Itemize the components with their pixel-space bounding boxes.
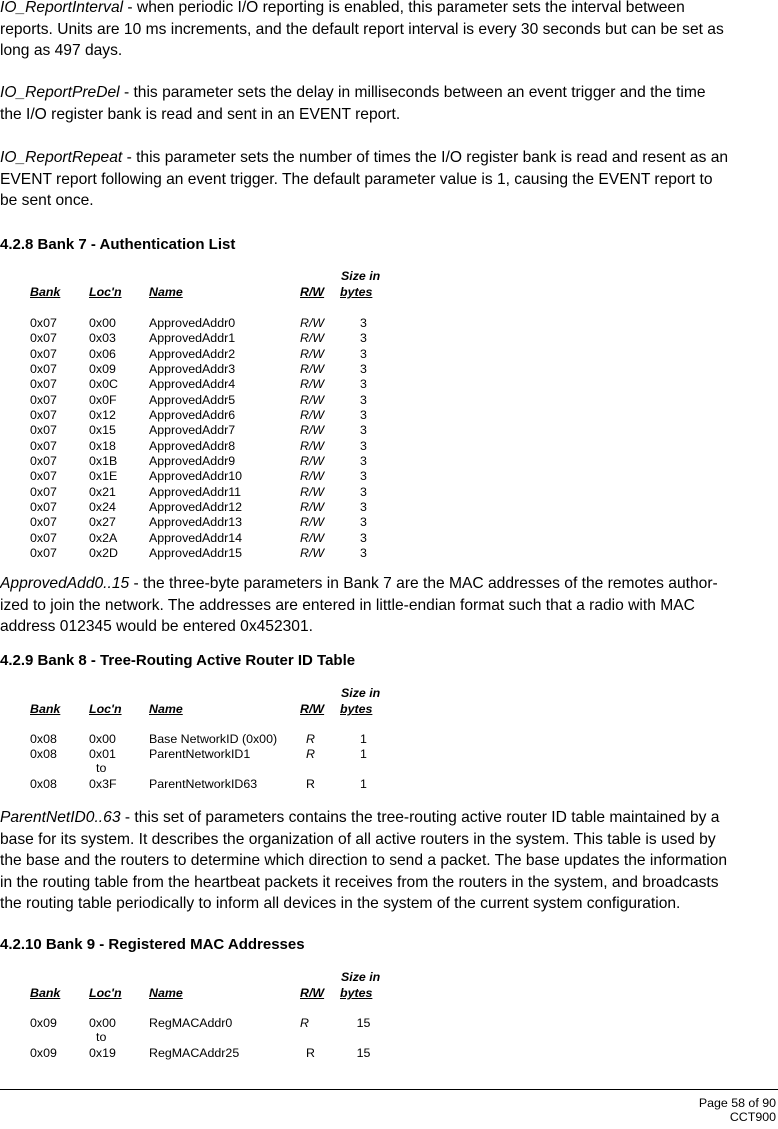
cell-size: 3 xyxy=(360,499,367,514)
cell-rw: R/W xyxy=(300,515,325,530)
cell-bank: 0x07 xyxy=(30,515,57,530)
cell-location: 0x15 xyxy=(89,423,116,438)
para-text: ized to join the network. The addresses are entered in little-endian format such that a radio with MAC xyxy=(0,596,695,614)
cell-location: 0x06 xyxy=(89,346,116,361)
table-row xyxy=(0,454,420,469)
para-text: address 012345 would be entered 0x452301. xyxy=(0,618,313,635)
cell-location: 0x09 xyxy=(89,361,116,376)
table-row xyxy=(0,485,420,500)
header-size-line2: bytes xyxy=(340,986,373,1000)
header-size-line1: Size in xyxy=(341,970,381,984)
cell-bank: 0x07 xyxy=(30,392,57,407)
header-location: Loc'n xyxy=(89,986,122,1000)
cell-name: ApprovedAddr9 xyxy=(149,453,236,468)
cell-name: ApprovedAddr15 xyxy=(149,545,242,560)
cell-name: ApprovedAddr14 xyxy=(149,530,242,545)
para-text: - the three-byte parameters in Bank 7 are the MAC addresses of the remotes author- xyxy=(129,575,718,592)
para-text: the base and the routers to determine which direction to send a packet. The base updates the information xyxy=(0,852,728,869)
parent-net-paragraph xyxy=(0,807,778,915)
cell-size: 15 xyxy=(356,1016,371,1030)
cell-name: ApprovedAddr1 xyxy=(149,331,236,346)
table-row xyxy=(0,393,420,408)
cell-location: 0x1E xyxy=(89,469,118,484)
cell-name: ApprovedAddr3 xyxy=(149,361,236,376)
range-to: to xyxy=(96,761,107,775)
cell-name: ApprovedAddr11 xyxy=(149,484,242,499)
cell-location: 0x00 xyxy=(89,316,116,330)
table-row-range xyxy=(0,761,420,776)
cell-rw: R/W xyxy=(300,484,325,499)
cell-size: 1 xyxy=(360,732,367,746)
cell-size: 3 xyxy=(360,392,367,407)
cell-name: RegMACAddr25 xyxy=(149,1046,240,1060)
cell-rw: R/W xyxy=(300,453,325,468)
table-row xyxy=(0,469,420,484)
cell-size: 3 xyxy=(360,484,367,499)
cell-location: 0x0C xyxy=(89,377,118,392)
cell-bank: 0x08 xyxy=(30,732,57,746)
cell-size: 3 xyxy=(360,515,367,530)
cell-location: 0x18 xyxy=(89,438,116,453)
table-row xyxy=(0,362,420,377)
header-bank: Bank xyxy=(30,986,61,1000)
cell-size: 3 xyxy=(360,407,367,422)
table-row xyxy=(0,408,420,423)
cell-rw: R xyxy=(306,732,315,746)
cell-bank: 0x08 xyxy=(30,777,57,791)
footer xyxy=(699,1096,776,1124)
table-row-range xyxy=(0,1030,420,1045)
table-row xyxy=(0,439,420,454)
para-text: - this parameter sets the number of times the I/O register bank is read and resent as an xyxy=(122,149,729,166)
cell-size: 3 xyxy=(360,530,367,545)
term-approved-addr: ApprovedAdd0..15 xyxy=(0,575,130,592)
cell-name: ApprovedAddr10 xyxy=(149,469,242,484)
cell-name: ApprovedAddr5 xyxy=(149,392,236,407)
cell-location: 0x0F xyxy=(89,392,117,407)
table-row xyxy=(0,777,420,792)
footer-rule xyxy=(0,1089,778,1090)
header-name: Name xyxy=(149,986,183,1000)
cell-size: 3 xyxy=(360,346,367,361)
cell-rw: R/W xyxy=(300,499,325,514)
cell-name: ParentNetworkID1 xyxy=(149,747,251,761)
cell-rw: R/W xyxy=(300,530,325,545)
cell-bank: 0x07 xyxy=(30,530,57,545)
cell-rw: R/W xyxy=(300,545,325,560)
approved-addr-paragraph xyxy=(0,573,778,638)
cell-location: 0x12 xyxy=(89,407,116,422)
header-rw: R/W xyxy=(300,986,325,1000)
cell-location: 0x01 xyxy=(89,747,116,761)
cell-rw: R/W xyxy=(300,392,325,407)
cell-bank: 0x09 xyxy=(30,1046,57,1060)
cell-size: 3 xyxy=(360,331,367,346)
cell-name: ApprovedAddr4 xyxy=(149,377,236,392)
cell-bank: 0x07 xyxy=(30,407,57,422)
header-size-line1: Size in xyxy=(341,269,381,283)
table-row xyxy=(0,316,420,331)
page-number: Page 58 of 90 xyxy=(698,1096,776,1110)
header-name: Name xyxy=(149,702,183,716)
document-id: CCT900 xyxy=(729,1110,776,1124)
cell-name: ApprovedAddr2 xyxy=(149,346,236,361)
header-size-line2: bytes xyxy=(340,285,373,299)
cell-size: 3 xyxy=(360,438,367,453)
report-interval-paragraph xyxy=(0,0,778,62)
header-size-line1: Size in xyxy=(341,686,381,700)
cell-location: 0x03 xyxy=(89,331,116,346)
cell-location: 0x3F xyxy=(89,777,117,791)
table-row xyxy=(0,331,420,346)
cell-name: ApprovedAddr12 xyxy=(149,499,242,514)
cell-location: 0x2A xyxy=(89,530,118,545)
section-heading-bank7: 4.2.8 Bank 7 - Authentication List xyxy=(0,236,236,253)
section-heading-bank8: 4.2.9 Bank 8 - Tree-Routing Active Router ID Table xyxy=(0,652,356,669)
cell-rw: R xyxy=(306,747,315,761)
cell-size: 15 xyxy=(356,1046,371,1060)
para-text: reports. Units are 10 ms increments, and the default report interval is every 30 seconds but can be set as xyxy=(0,20,724,38)
cell-size: 1 xyxy=(360,747,367,761)
table-row xyxy=(0,347,420,362)
para-text: - this parameter sets the delay in milliseconds between an event trigger and the time xyxy=(119,84,706,101)
cell-rw: R/W xyxy=(300,469,325,484)
table-header xyxy=(0,686,420,720)
cell-name: ParentNetworkID63 xyxy=(149,777,258,791)
cell-location: 0x24 xyxy=(89,499,116,514)
header-rw: R/W xyxy=(300,285,325,299)
table-header xyxy=(0,970,420,1004)
cell-rw: R xyxy=(306,777,315,791)
cell-bank: 0x07 xyxy=(30,438,57,453)
cell-rw: R/W xyxy=(300,423,325,438)
cell-bank: 0x07 xyxy=(30,346,57,361)
table-row xyxy=(0,546,420,561)
cell-size: 3 xyxy=(360,453,367,468)
term-io-report-predel: IO_ReportPreDel xyxy=(0,84,120,101)
cell-bank: 0x08 xyxy=(30,747,57,761)
cell-size: 3 xyxy=(360,545,367,560)
cell-rw: R xyxy=(306,1046,315,1060)
para-text: - when periodic I/O reporting is enabled, this parameter sets the interval between xyxy=(123,0,685,16)
table-row xyxy=(0,1046,420,1061)
term-io-report-repeat: IO_ReportRepeat xyxy=(0,149,123,166)
cell-bank: 0x07 xyxy=(30,361,57,376)
header-bank: Bank xyxy=(30,285,61,299)
cell-name: ApprovedAddr8 xyxy=(149,438,236,453)
cell-name: ApprovedAddr0 xyxy=(149,316,236,330)
cell-bank: 0x07 xyxy=(30,453,57,468)
table-row xyxy=(0,531,420,546)
cell-size: 3 xyxy=(360,377,367,392)
cell-rw: R/W xyxy=(300,438,325,453)
cell-size: 1 xyxy=(360,777,367,791)
cell-bank: 0x07 xyxy=(30,499,57,514)
cell-bank: 0x07 xyxy=(30,469,57,484)
cell-bank: 0x09 xyxy=(30,1016,57,1030)
cell-bank: 0x07 xyxy=(30,331,57,346)
cell-rw: R/W xyxy=(300,377,325,392)
section-heading-bank9: 4.2.10 Bank 9 - Registered MAC Addresses xyxy=(0,936,305,953)
table-row xyxy=(0,732,420,747)
range-to: to xyxy=(96,1030,107,1044)
table-row xyxy=(0,377,420,392)
header-location: Loc'n xyxy=(89,285,122,299)
cell-rw: R/W xyxy=(300,346,325,361)
cell-bank: 0x07 xyxy=(30,423,57,438)
para-text: EVENT report following an event trigger. The default parameter value is 1, causing the EVENT report to xyxy=(0,170,713,188)
para-text: long as 497 days. xyxy=(0,42,123,59)
para-text: the I/O register bank is read and sent in an EVENT report. xyxy=(0,105,401,123)
report-repeat-paragraph xyxy=(0,147,778,212)
cell-location: 0x2D xyxy=(89,545,118,560)
cell-name: ApprovedAddr13 xyxy=(149,515,242,530)
para-text: the routing table periodically to inform all devices in the system of the current system configuration. xyxy=(0,895,681,912)
cell-size: 3 xyxy=(360,423,367,438)
cell-location: 0x1B xyxy=(89,453,118,468)
header-name: Name xyxy=(149,285,183,299)
term-parent-net-id: ParentNetID0..63 xyxy=(0,809,121,826)
para-text: be sent once. xyxy=(0,192,94,209)
cell-rw: R/W xyxy=(300,316,325,330)
term-io-report-interval: IO_ReportInterval xyxy=(0,0,124,16)
cell-bank: 0x07 xyxy=(30,316,57,330)
table-header xyxy=(0,269,420,303)
cell-name: RegMACAddr0 xyxy=(149,1016,233,1030)
header-rw: R/W xyxy=(300,702,325,716)
cell-bank: 0x07 xyxy=(30,484,57,499)
cell-location: 0x00 xyxy=(89,1016,116,1030)
table-row xyxy=(0,423,420,438)
cell-rw: R xyxy=(300,1016,309,1030)
cell-location: 0x21 xyxy=(89,484,116,499)
cell-bank: 0x07 xyxy=(30,545,57,560)
cell-name: Base NetworkID (0x00) xyxy=(149,732,278,746)
header-size-line2: bytes xyxy=(340,702,373,716)
cell-size: 3 xyxy=(360,316,367,330)
cell-location: 0x00 xyxy=(89,732,116,746)
report-predel-paragraph xyxy=(0,82,778,125)
para-text: base for its system. It describes the organization of all active routers in the system. This table is used by xyxy=(0,830,716,848)
cell-name: ApprovedAddr6 xyxy=(149,407,236,422)
cell-size: 3 xyxy=(360,361,367,376)
cell-size: 3 xyxy=(360,469,367,484)
table-row xyxy=(0,515,420,530)
para-text: - this set of parameters contains the tree-routing active router ID table maintained by a xyxy=(120,809,720,826)
cell-location: 0x27 xyxy=(89,515,116,530)
para-text: in the routing table from the heartbeat packets it receives from the routers in the system, and broadcasts xyxy=(0,873,719,891)
cell-rw: R/W xyxy=(300,361,325,376)
cell-rw: R/W xyxy=(300,331,325,346)
cell-location: 0x19 xyxy=(89,1046,116,1060)
cell-bank: 0x07 xyxy=(30,377,57,392)
table-row xyxy=(0,500,420,515)
header-location: Loc'n xyxy=(89,702,122,716)
header-bank: Bank xyxy=(30,702,61,716)
cell-rw: R/W xyxy=(300,407,325,422)
cell-name: ApprovedAddr7 xyxy=(149,423,236,438)
